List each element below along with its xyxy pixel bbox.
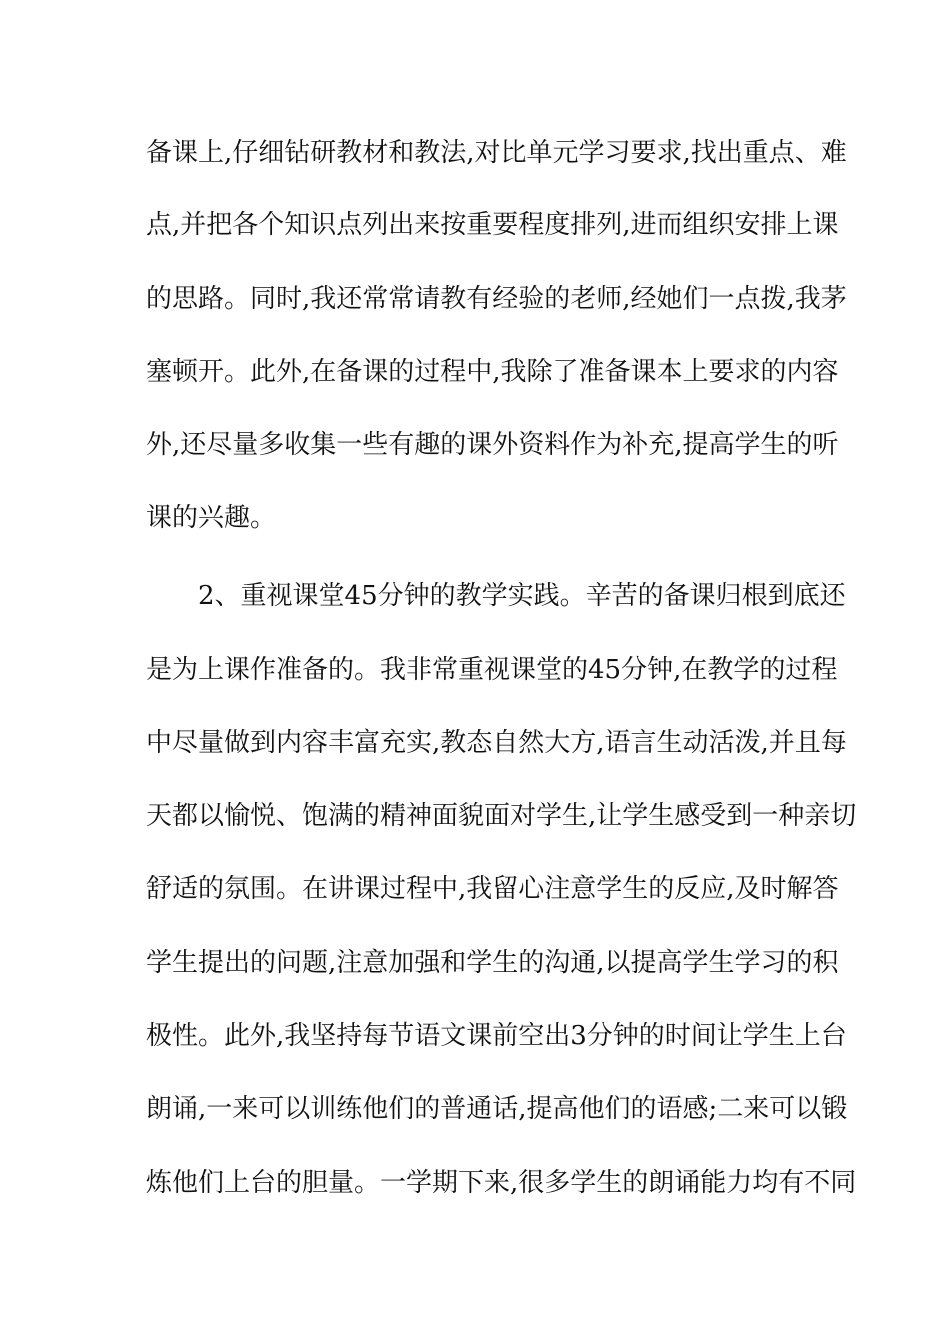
paragraph-2-line-4: 天都以愉悦、饱满的精神面貌面对学生,让学生感受到一种亲切 [146, 801, 857, 831]
paragraph-2-line-5: 舒适的氛围。在讲课过程中,我留心注意学生的反应,及时解答 [146, 874, 839, 904]
paragraph-2-line-8: 朗诵,一来可以训练他们的普通话,提高他们的语感;二来可以锻 [146, 1094, 848, 1124]
paragraph-2-line-9: 炼他们上台的胆量。一学期下来,很多学生的朗诵能力均有不同 [146, 1168, 857, 1198]
paragraph-2-line-3: 中尽量做到内容丰富充实,教态自然大方,语言生动活泼,并且每 [146, 728, 847, 758]
paragraph-1-line-1: 备课上,仔细钻研教材和教法,对比单元学习要求,找出重点、难 [146, 138, 847, 168]
paragraph-1-line-3: 的思路。同时,我还常常请教有经验的老师,经她们一点拨,我茅 [146, 284, 847, 314]
paragraph-2-line-2: 是为上课作准备的。我非常重视课堂的45分钟,在教学的过程 [146, 655, 838, 685]
paragraph-1-line-6: 课的兴趣。 [146, 503, 277, 533]
paragraph-1-line-5: 外,还尽量多收集一些有趣的课外资料作为补充,提高学生的听 [146, 430, 839, 460]
paragraph-1-line-4: 塞顿开。此外,在备课的过程中,我除了准备课本上要求的内容 [146, 357, 839, 387]
paragraph-2-line-7: 极性。此外,我坚持每节语文课前空出3分钟的时间让学生上台 [146, 1021, 847, 1051]
paragraph-2-line-6: 学生提出的问题,注意加强和学生的沟通,以提高学生学习的积 [146, 948, 839, 978]
paragraph-1-line-2: 点,并把各个知识点列出来按重要程度排列,进而组织安排上课 [146, 210, 839, 240]
paragraph-2-line-1: 2、重视课堂45分钟的教学实践。辛苦的备课归根到底还 [198, 581, 846, 611]
